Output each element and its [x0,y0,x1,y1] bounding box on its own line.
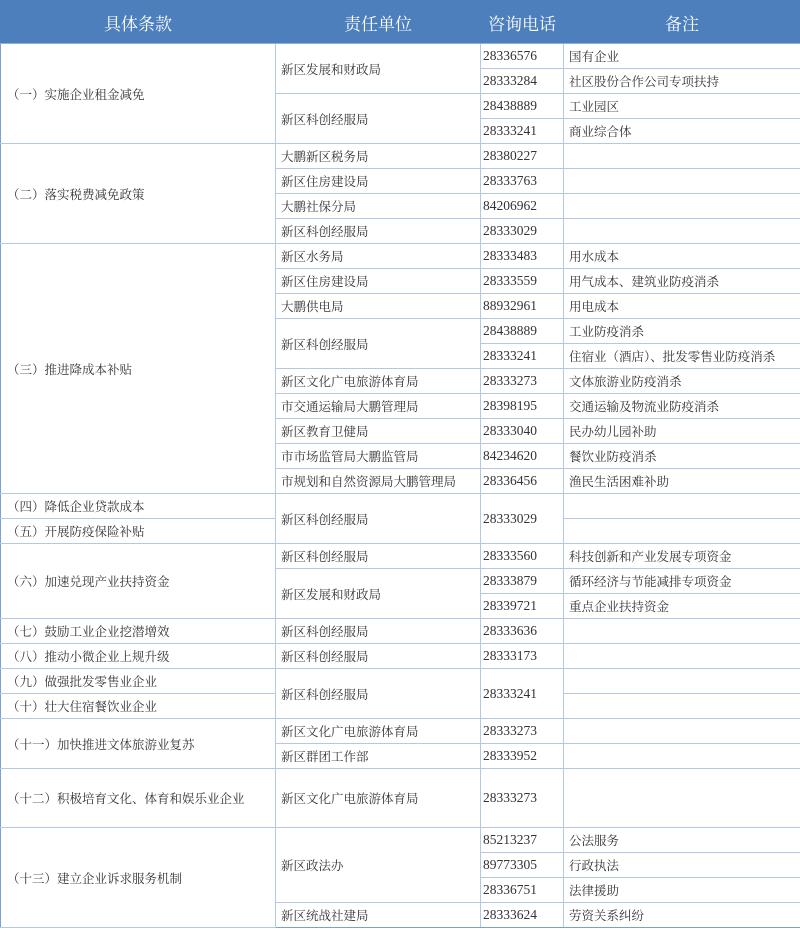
table-row [1,828,800,853]
table-row [1,619,800,644]
responsible-unit-cell: 新区教育卫健局 [276,419,481,444]
clause-cell: （二）落实税费减免政策 [1,144,276,244]
phone-cell: 28380227 [481,144,564,169]
responsible-unit-cell: 新区科创经服局 [276,219,481,244]
responsible-unit-cell: 市规划和自然资源局大鹏管理局 [276,469,481,494]
clause-cell: （五）开展防疫保险补贴 [1,519,276,544]
note-cell: 餐饮业防疫消杀 [564,444,800,469]
phone-cell: 88932961 [481,294,564,319]
header-phone: 咨询电话 [481,1,564,44]
note-cell: 工业园区 [564,94,800,119]
table-row [1,769,800,828]
responsible-unit-cell: 新区住房建设局 [276,269,481,294]
header-responsible-unit: 责任单位 [276,1,481,44]
clause-cell: （九）做强批发零售业企业 [1,669,276,694]
phone-cell: 28333636 [481,619,564,644]
header-note: 备注 [564,1,800,44]
phone-cell: 85213237 [481,828,564,853]
note-cell: 用水成本 [564,244,800,269]
clause-cell: （八）推动小微企业上规升级 [1,644,276,669]
responsible-unit-cell: 新区发展和财政局 [276,44,481,94]
phone-cell: 28333483 [481,244,564,269]
note-cell [564,669,800,694]
responsible-unit-cell: 新区水务局 [276,244,481,269]
table-row [1,669,800,694]
phone-cell: 89773305 [481,853,564,878]
phone-cell: 28333173 [481,644,564,669]
note-cell: 工业防疫消杀 [564,319,800,344]
phone-cell: 28336456 [481,469,564,494]
phone-cell: 28339721 [481,594,564,619]
note-cell [564,169,800,194]
responsible-unit-cell: 新区科创经服局 [276,619,481,644]
table-row [1,144,800,169]
responsible-unit-cell: 大鹏社保分局 [276,194,481,219]
note-cell: 行政执法 [564,853,800,878]
table-row [1,719,800,744]
note-cell: 住宿业（酒店）、批发零售业防疫消杀 [564,344,800,369]
phone-cell: 28333273 [481,769,564,828]
note-cell [564,194,800,219]
note-cell [564,219,800,244]
phone-cell: 28336576 [481,44,564,69]
note-cell: 循环经济与节能减排专项资金 [564,569,800,594]
responsible-unit-cell: 新区科创经服局 [276,544,481,569]
note-cell [564,769,800,828]
header-row [1,1,800,44]
table-body [1,44,800,928]
phone-cell: 28333273 [481,369,564,394]
responsible-unit-cell: 新区科创经服局 [276,319,481,369]
note-cell: 公法服务 [564,828,800,853]
note-cell [564,144,800,169]
table-header [1,1,800,44]
phone-cell: 28333241 [481,344,564,369]
responsible-unit-cell: 新区科创经服局 [276,669,481,719]
phone-cell: 28333273 [481,719,564,744]
phone-cell: 28438889 [481,319,564,344]
clause-cell: （十一）加快推进文体旅游业复苏 [1,719,276,769]
responsible-unit-cell: 新区科创经服局 [276,94,481,144]
clause-cell: （十）壮大住宿餐饮业企业 [1,694,276,719]
phone-cell: 28398195 [481,394,564,419]
responsible-unit-cell: 新区政法办 [276,828,481,903]
responsible-unit-cell: 市交通运输局大鹏管理局 [276,394,481,419]
note-cell: 文体旅游业防疫消杀 [564,369,800,394]
note-cell: 用气成本、建筑业防疫消杀 [564,269,800,294]
responsible-unit-cell: 新区统战社建局 [276,903,481,928]
clause-cell: （六）加速兑现产业扶持资金 [1,544,276,619]
note-cell: 国有企业 [564,44,800,69]
phone-cell: 28333241 [481,119,564,144]
clause-cell: （三）推进降成本补贴 [1,244,276,494]
phone-cell: 28333560 [481,544,564,569]
phone-cell: 84206962 [481,194,564,219]
phone-cell: 28333879 [481,569,564,594]
phone-cell: 28333029 [481,219,564,244]
note-cell [564,744,800,769]
phone-cell: 28333763 [481,169,564,194]
clause-cell: （四）降低企业贷款成本 [1,494,276,519]
note-cell: 社区股份合作公司专项扶持 [564,69,800,94]
note-cell [564,519,800,544]
header-clause: 具体条款 [1,1,276,44]
clause-cell: （十二）积极培育文化、体育和娱乐业企业 [1,769,276,828]
responsible-unit-cell: 大鹏新区税务局 [276,144,481,169]
phone-cell: 28333040 [481,419,564,444]
table-row [1,544,800,569]
note-cell: 交通运输及物流业防疫消杀 [564,394,800,419]
clause-cell: （一）实施企业租金减免 [1,44,276,144]
note-cell: 民办幼儿园补助 [564,419,800,444]
note-cell: 用电成本 [564,294,800,319]
phone-cell: 84234620 [481,444,564,469]
responsible-unit-cell: 新区文化广电旅游体育局 [276,369,481,394]
note-cell: 商业综合体 [564,119,800,144]
clause-cell: （七）鼓励工业企业挖潜增效 [1,619,276,644]
phone-cell: 28333241 [481,669,564,719]
phone-cell: 28333624 [481,903,564,928]
phone-cell: 28333952 [481,744,564,769]
phone-cell: 28333284 [481,69,564,94]
responsible-unit-cell: 新区科创经服局 [276,494,481,544]
phone-cell: 28333559 [481,269,564,294]
responsible-unit-cell: 新区群团工作部 [276,744,481,769]
responsible-unit-cell: 新区科创经服局 [276,644,481,669]
phone-cell: 28333029 [481,494,564,544]
phone-cell: 28336751 [481,878,564,903]
note-cell [564,719,800,744]
note-cell [564,694,800,719]
table-row [1,244,800,269]
responsible-unit-cell: 新区住房建设局 [276,169,481,194]
note-cell [564,644,800,669]
table-row [1,494,800,519]
responsible-unit-cell: 市市场监管局大鹏监管局 [276,444,481,469]
responsible-unit-cell: 大鹏供电局 [276,294,481,319]
note-cell [564,619,800,644]
responsible-unit-cell: 新区发展和财政局 [276,569,481,619]
responsible-unit-cell: 新区文化广电旅游体育局 [276,719,481,744]
responsible-unit-cell: 新区文化广电旅游体育局 [276,769,481,828]
table-row [1,644,800,669]
note-cell: 渔民生活困难补助 [564,469,800,494]
table-row [1,44,800,69]
note-cell: 科技创新和产业发展专项资金 [564,544,800,569]
note-cell: 重点企业扶持资金 [564,594,800,619]
note-cell: 劳资关系纠纷 [564,903,800,928]
note-cell [564,494,800,519]
phone-cell: 28438889 [481,94,564,119]
note-cell: 法律援助 [564,878,800,903]
clause-cell: （十三）建立企业诉求服务机制 [1,828,276,928]
